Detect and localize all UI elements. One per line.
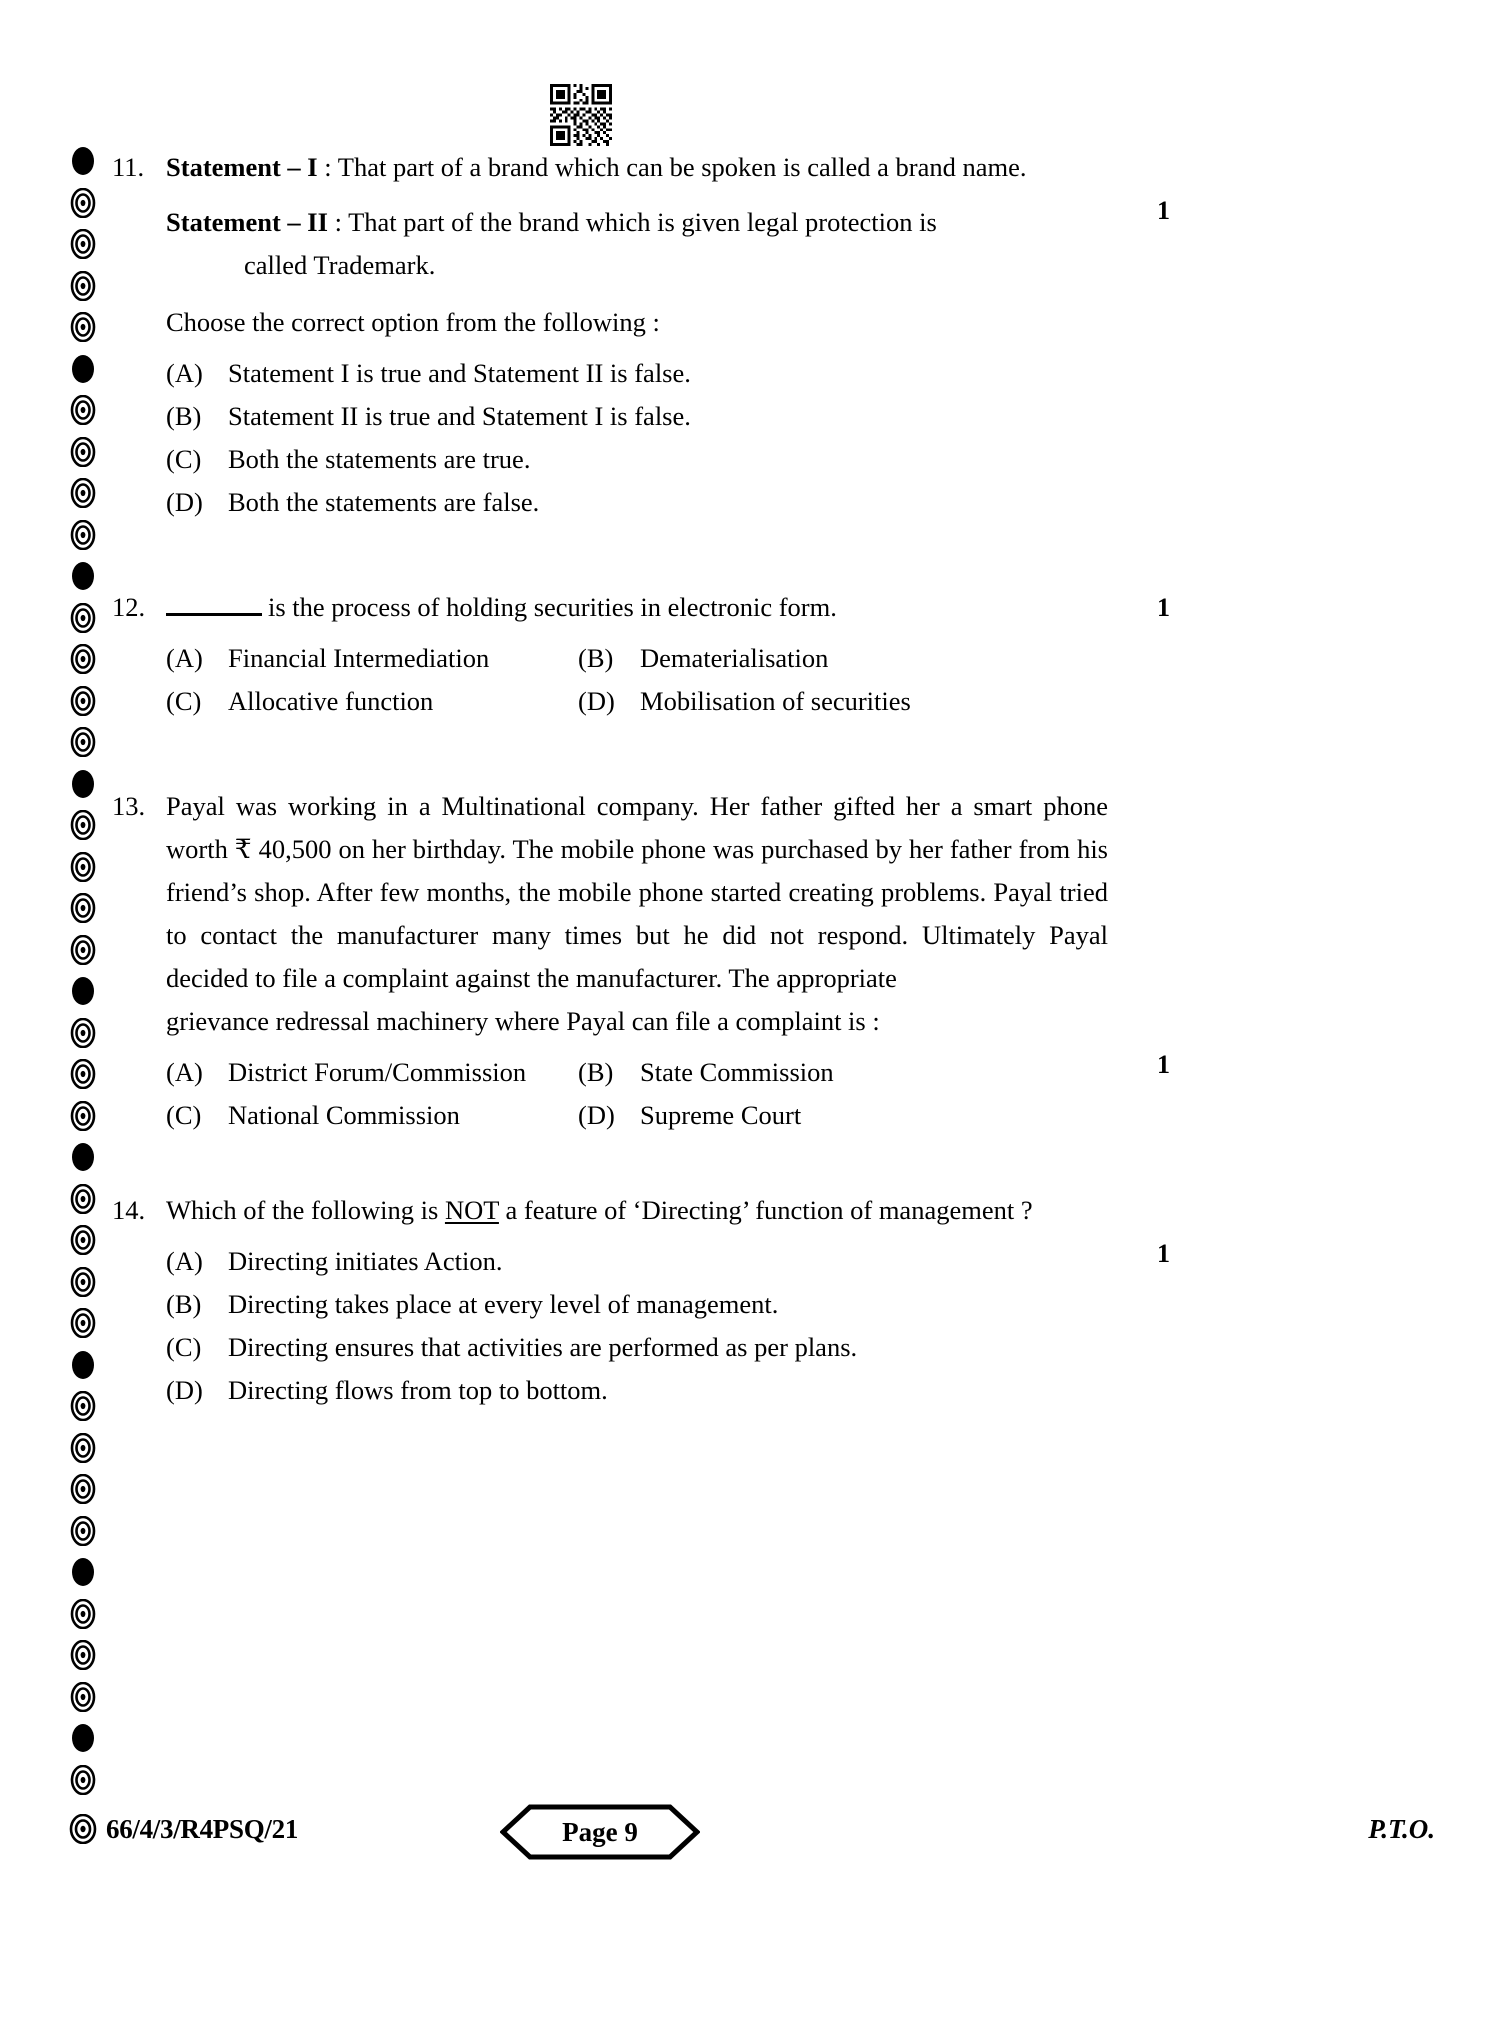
questions-container	[108, 146, 1170, 1412]
option-d[interactable]	[578, 680, 1108, 723]
option-c[interactable]	[166, 438, 1108, 481]
binding-punch-ring-icon	[68, 1018, 98, 1048]
statement-1-label: Statement – I	[166, 152, 318, 182]
option-c[interactable]	[166, 680, 578, 723]
binding-punch-ring-icon	[68, 1765, 98, 1795]
page-number-badge	[500, 1804, 700, 1860]
question-12-number: 12.	[112, 592, 146, 622]
page-footer	[96, 1806, 1445, 1876]
option-d[interactable]	[166, 1369, 1108, 1412]
option-d-tag: (D)	[578, 686, 615, 716]
option-d-tag: (D)	[578, 1100, 615, 1130]
binding-punch-ring-icon	[68, 271, 98, 301]
qr-code-icon	[550, 84, 612, 146]
option-b-tag: (B)	[578, 1057, 614, 1087]
question-13-body-part2: grievance redressal machinery where Payal can file a complaint is :	[166, 1006, 880, 1036]
statement-2-label: Statement – II	[166, 207, 328, 237]
option-d-text: Supreme Court	[640, 1100, 802, 1130]
question-12-options	[166, 637, 1108, 723]
binding-punch-ring-icon	[68, 1184, 98, 1214]
binding-punch-ring-icon	[68, 1682, 98, 1712]
footer-punch-ring-icon	[68, 1814, 98, 1844]
binding-punch-ring-icon	[68, 603, 98, 633]
option-a[interactable]	[166, 352, 1108, 395]
question-14-text	[166, 1189, 1108, 1232]
option-b[interactable]	[578, 637, 1108, 680]
option-c-text: Directing ensures that activities are performed as per plans.	[228, 1332, 858, 1362]
binding-punch-ring-icon	[68, 1225, 98, 1255]
option-a[interactable]	[166, 637, 578, 680]
option-a-text: Statement I is true and Statement II is false.	[228, 358, 691, 388]
binding-punch-ring-icon	[68, 1723, 98, 1753]
binding-punch-ring-icon	[68, 893, 98, 923]
option-b[interactable]	[166, 1283, 1108, 1326]
question-12	[108, 586, 1170, 723]
binding-punch-ring-icon	[68, 1142, 98, 1172]
fill-in-blank	[166, 594, 262, 616]
option-d-text: Both the statements are false.	[228, 487, 540, 517]
binding-punch-ring-icon	[68, 1267, 98, 1297]
binding-punch-ring-icon	[68, 1474, 98, 1504]
binding-punch-ring-icon	[68, 1516, 98, 1546]
option-a[interactable]	[166, 1240, 1108, 1283]
binding-punch-ring-icon	[68, 561, 98, 591]
option-d-tag: (D)	[166, 1375, 203, 1405]
question-13-number: 13.	[112, 791, 146, 821]
option-c-tag: (C)	[166, 686, 202, 716]
statement-2-separator: :	[327, 207, 349, 237]
option-b-tag: (B)	[166, 1289, 202, 1319]
binding-punch-ring-icon	[68, 1599, 98, 1629]
binding-punch-ring-icon	[68, 146, 98, 176]
option-a[interactable]	[166, 1051, 578, 1094]
option-b-text: State Commission	[640, 1057, 834, 1087]
option-c[interactable]	[166, 1326, 1108, 1369]
option-b[interactable]	[578, 1051, 1108, 1094]
option-a-text: Directing initiates Action.	[228, 1246, 503, 1276]
binding-punch-ring-icon	[68, 1059, 98, 1089]
question-14-marks: 1	[1157, 1239, 1170, 1268]
page-number-label: Page 9	[562, 1816, 638, 1847]
binding-punch-ring-icon	[68, 520, 98, 550]
option-a-tag: (A)	[166, 358, 203, 388]
option-c-text: Allocative function	[228, 686, 434, 716]
question-14-options	[166, 1240, 1108, 1412]
option-b-tag: (B)	[166, 401, 202, 431]
question-11-statement-1	[166, 146, 1108, 189]
binding-punch-ring-icon	[68, 1308, 98, 1338]
question-13-body-part1: Payal was working in a Multinational company. Her father gifted her a smart phone worth ₹ 40,500 on her birthday. The mobile phone was purchased by her father from his friend’s shop. After few months, the mobile phone started creating problems. Payal tried to contact the manufacturer many times but he did not respond. Ultimately Payal decided to file a complaint against the manufacturer. The appropriate	[166, 791, 1108, 993]
question-14-number: 14.	[112, 1195, 146, 1225]
statement-1-separator: :	[317, 152, 338, 182]
option-b-text: Statement II is true and Statement I is false.	[228, 401, 691, 431]
question-14	[108, 1189, 1170, 1412]
binding-punch-ring-icon	[68, 852, 98, 882]
option-c[interactable]	[166, 1094, 578, 1137]
option-c-tag: (C)	[166, 1332, 202, 1362]
binding-punch-ring-icon	[68, 644, 98, 674]
option-a-tag: (A)	[166, 1246, 203, 1276]
option-d[interactable]	[578, 1094, 1108, 1137]
question-12-text-after-blank: is the process of holding securities in electronic form.	[268, 592, 837, 622]
binding-punch-ring-icon	[68, 229, 98, 259]
binding-punch-ring-icon	[68, 1557, 98, 1587]
binding-punch-ring-icon	[68, 354, 98, 384]
option-a-tag: (A)	[166, 1057, 203, 1087]
binding-punch-ring-icon	[68, 686, 98, 716]
pto-label: P.T.O.	[1368, 1814, 1435, 1844]
option-c-tag: (C)	[166, 444, 202, 474]
option-d-text: Mobilisation of securities	[640, 686, 911, 716]
question-13-options	[166, 1051, 1108, 1137]
binding-punch-ring-icon	[68, 395, 98, 425]
binding-punch-ring-icon	[68, 769, 98, 799]
question-11-number: 11.	[112, 152, 145, 182]
question-11-instruction: Choose the correct option from the following :	[166, 307, 660, 337]
option-b[interactable]	[166, 395, 1108, 438]
option-b-tag: (B)	[578, 643, 614, 673]
option-d-text: Directing flows from top to bottom.	[228, 1375, 608, 1405]
question-12-text	[166, 586, 1108, 629]
question-11-options	[166, 352, 1108, 524]
binding-punch-ring-icon	[68, 1391, 98, 1421]
binding-punch-ring-icon	[68, 312, 98, 342]
binding-punch-ring-icon	[68, 437, 98, 467]
question-11-marks: 1	[1157, 196, 1170, 225]
binding-punch-strip	[68, 146, 102, 1824]
binding-punch-ring-icon	[68, 1433, 98, 1463]
binding-punch-ring-icon	[68, 935, 98, 965]
option-d[interactable]	[166, 481, 1108, 524]
option-a-tag: (A)	[166, 643, 203, 673]
option-c-text: National Commission	[228, 1100, 460, 1130]
binding-punch-ring-icon	[68, 1640, 98, 1670]
question-11	[108, 146, 1170, 524]
binding-punch-ring-icon	[68, 1350, 98, 1380]
question-12-marks: 1	[1157, 593, 1170, 622]
question-13-marks: 1	[1157, 1050, 1170, 1079]
option-c-text: Both the statements are true.	[228, 444, 531, 474]
option-b-text: Dematerialisation	[640, 643, 829, 673]
question-14-text-after-not: a feature of ‘Directing’ function of management ?	[498, 1195, 1033, 1225]
option-a-text: District Forum/Commission	[228, 1057, 527, 1087]
binding-punch-ring-icon	[68, 810, 98, 840]
binding-punch-ring-icon	[68, 727, 98, 757]
statement-2-text-line2: called Trademark.	[244, 250, 436, 280]
option-b-text: Directing takes place at every level of management.	[228, 1289, 779, 1319]
paper-code: 66/4/3/R4PSQ/21	[106, 1814, 299, 1844]
question-11-statement-2	[166, 201, 1108, 287]
binding-punch-ring-icon	[68, 478, 98, 508]
statement-1-text: That part of a brand which can be spoken is called a brand name.	[337, 152, 1027, 182]
binding-punch-ring-icon	[68, 188, 98, 218]
binding-punch-ring-icon	[68, 1101, 98, 1131]
option-c-tag: (C)	[166, 1100, 202, 1130]
option-a-text: Financial Intermediation	[228, 643, 490, 673]
question-13	[108, 785, 1170, 1137]
option-d-tag: (D)	[166, 487, 203, 517]
question-14-text-before-not: Which of the following is	[166, 1195, 445, 1225]
binding-punch-ring-icon	[68, 976, 98, 1006]
statement-2-text-line1: That part of the brand which is given legal protection is	[348, 207, 937, 237]
emphasis-not: NOT	[444, 1195, 499, 1225]
